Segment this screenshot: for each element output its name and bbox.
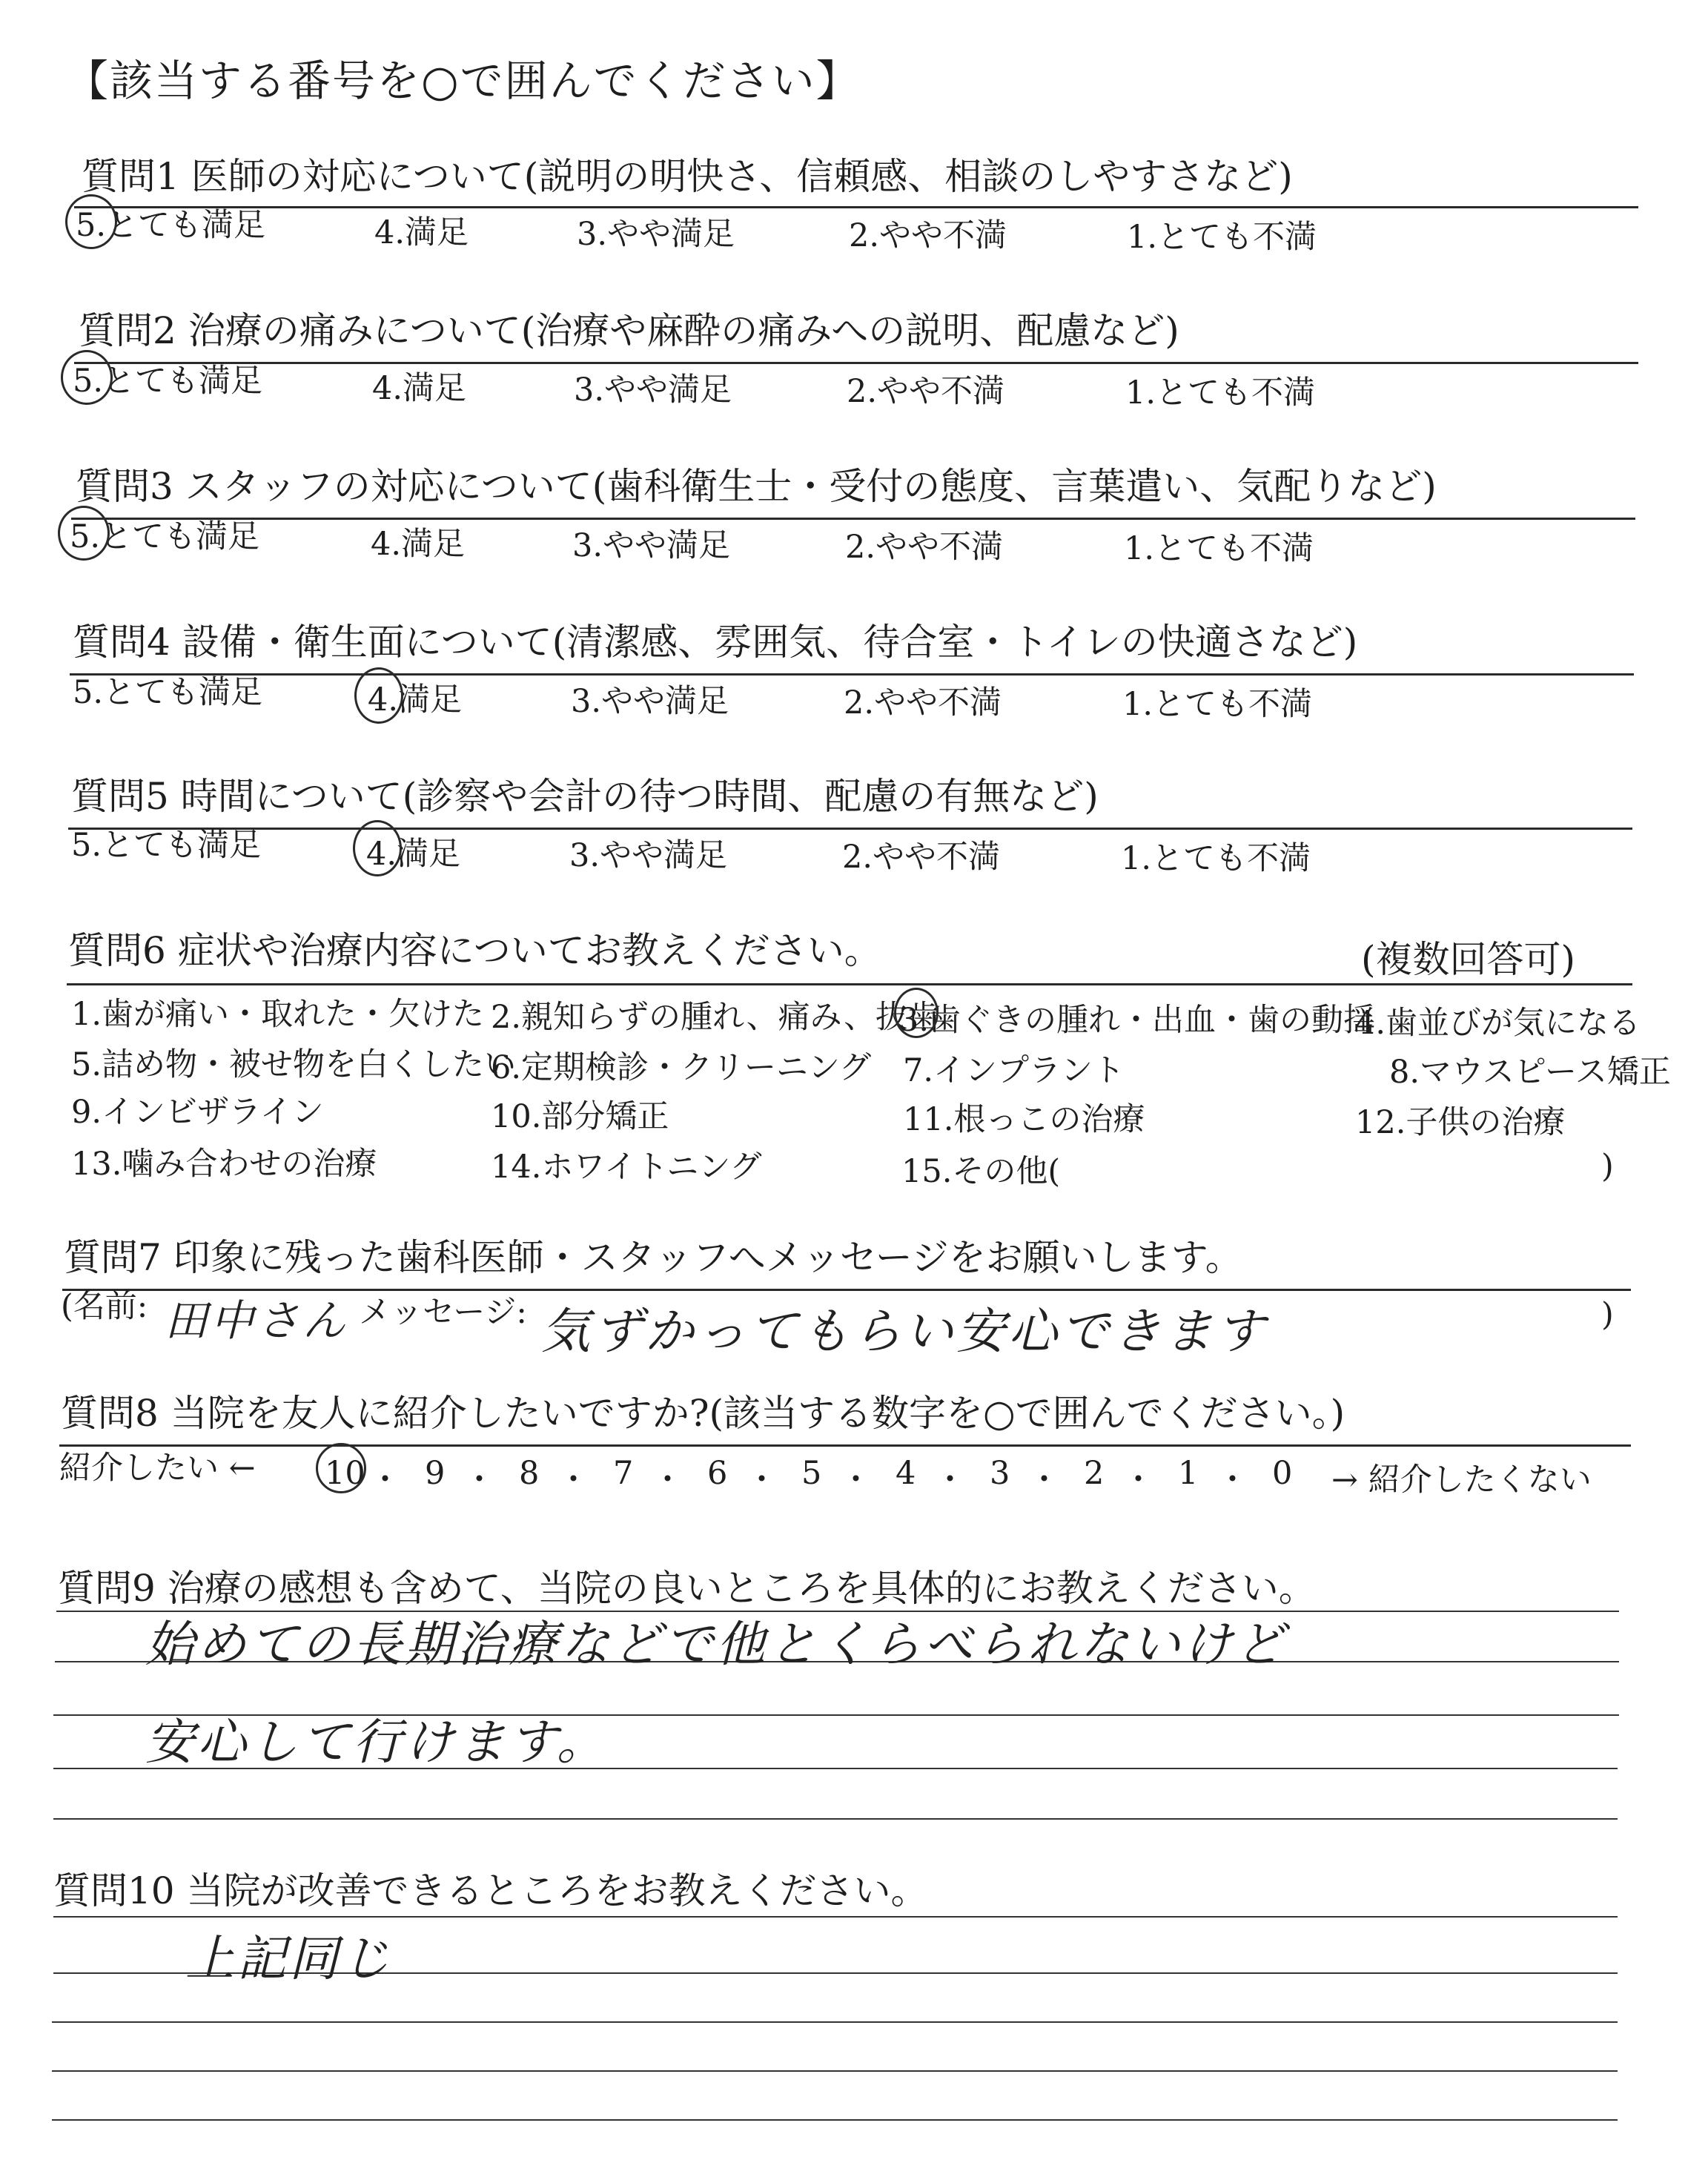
question-4-label: 質問4 設備・衛生面について(清潔感、雰囲気、待合室・トイレの快適さなど) — [73, 621, 1358, 664]
q8-scale-0[interactable]: 0 — [1272, 1455, 1293, 1492]
q10-line-4 — [52, 2070, 1618, 2072]
q3-option-5[interactable]: 5.とても満足 — [70, 518, 260, 555]
q6-item-4[interactable]: 4.歯並びが気になる — [1355, 1005, 1641, 1042]
question-10-label: 質問10 当院が改善できるところをお教えください。 — [53, 1869, 928, 1912]
q8-right-label: → 紹介したくない — [1331, 1462, 1592, 1499]
q3-option-1[interactable]: 1.とても不満 — [1124, 530, 1314, 567]
question-7-label: 質問7 印象に残った歯科医師・スタッフへメッセージをお願いします。 — [64, 1236, 1242, 1279]
q8-scale-6[interactable]: 6 — [707, 1455, 728, 1492]
q6-item-15-close: ) — [1601, 1148, 1614, 1185]
q6-item-6[interactable]: 6.定期検診・クリーニング — [491, 1049, 872, 1086]
question-8-rule — [59, 1444, 1631, 1447]
q8-scale-separator: ・ — [557, 1462, 589, 1499]
q8-scale-8[interactable]: 8 — [519, 1455, 540, 1492]
question-6-rule — [67, 983, 1632, 985]
q4-selection-circle — [354, 667, 403, 724]
q6-item-12[interactable]: 12.子供の治療 — [1355, 1104, 1566, 1141]
q2-option-3[interactable]: 3.やや満足 — [574, 371, 732, 409]
question-6-label: 質問6 症状や治療内容についてお教えください。 — [68, 929, 881, 972]
q10-line-3 — [52, 2021, 1618, 2023]
question-6-note: (複数回答可) — [1361, 938, 1576, 981]
question-2-label: 質問2 治療の痛みについて(治療や麻酔の痛みへの説明、配慮など) — [79, 309, 1179, 352]
q3-selection-circle — [58, 506, 110, 561]
q4-option-2[interactable]: 2.やや不満 — [844, 684, 1002, 721]
question-3-rule — [71, 518, 1635, 520]
q6-item-11[interactable]: 11.根っこの治療 — [903, 1101, 1145, 1138]
q6-item-5[interactable]: 5.詰め物・被せ物を白くしたい — [71, 1046, 517, 1083]
question-4-rule — [70, 673, 1634, 676]
q7-message-label: メッセージ: — [359, 1294, 527, 1331]
q10-line-5 — [52, 2119, 1618, 2121]
q1-option-5[interactable]: 5.とても満足 — [76, 207, 266, 244]
q8-scale-5[interactable]: 5 — [801, 1455, 822, 1492]
q2-option-2[interactable]: 2.やや不満 — [847, 373, 1005, 410]
q8-scale-1[interactable]: 1 — [1178, 1455, 1199, 1492]
q6-item-1[interactable]: 1.歯が痛い・取れた・欠けた — [71, 996, 485, 1033]
q8-scale-separator: ・ — [369, 1462, 401, 1499]
q5-option-4[interactable]: 4.満足 — [366, 836, 461, 873]
q1-option-1[interactable]: 1.とても不満 — [1127, 219, 1317, 256]
q2-option-4[interactable]: 4.満足 — [372, 370, 467, 407]
q4-option-5[interactable]: 5.とても満足 — [73, 674, 263, 711]
q7-name-value[interactable]: 田中さん — [165, 1295, 349, 1346]
question-1-rule — [74, 206, 1638, 208]
q6-item-14[interactable]: 14.ホワイトニング — [491, 1149, 762, 1186]
q7-name-label: (名前: — [61, 1288, 148, 1325]
q2-selection-circle — [61, 350, 113, 405]
q1-option-2[interactable]: 2.やや不満 — [849, 217, 1007, 254]
q9-line-5 — [53, 1818, 1618, 1820]
q3-option-2[interactable]: 2.やや不満 — [845, 529, 1004, 566]
q5-selection-circle — [353, 820, 402, 876]
q5-option-2[interactable]: 2.やや不満 — [842, 839, 1001, 876]
q7-close-paren: ) — [1601, 1296, 1614, 1333]
q6-item-9[interactable]: 9.インビザライン — [71, 1094, 324, 1131]
q6-item-2[interactable]: 2.親知らずの腫れ、痛み、抜歯 — [491, 999, 940, 1036]
question-5-label: 質問5 時間について(診察や会計の待つ時間、配慮の有無など) — [71, 775, 1099, 818]
q6-item-15[interactable]: 15.その他( — [901, 1153, 1061, 1190]
q6-item-3[interactable]: 3.歯ぐきの腫れ・出血・歯の動揺 — [898, 1002, 1376, 1039]
question-2-rule — [74, 362, 1638, 364]
q8-scale-2[interactable]: 2 — [1084, 1455, 1105, 1492]
q8-scale-9[interactable]: 9 — [425, 1455, 446, 1492]
q2-option-1[interactable]: 1.とても不満 — [1125, 374, 1316, 412]
q8-scale-separator: ・ — [840, 1462, 872, 1499]
q10-answer-line-1[interactable]: 上記同じ — [185, 1930, 393, 1987]
q8-scale-separator: ・ — [746, 1462, 778, 1499]
q6-item-8[interactable]: 8.マウスピース矯正 — [1389, 1054, 1671, 1091]
q1-selection-circle — [65, 194, 117, 249]
q9-answer-line-2[interactable]: 安心して行けます。 — [145, 1714, 609, 1771]
question-5-rule — [68, 828, 1632, 830]
q6-selection-circle — [894, 988, 939, 1038]
question-8-label: 質問8 当院を友人に紹介したいですか?(該当する数字を○で囲んでください。) — [61, 1392, 1345, 1435]
q5-option-5[interactable]: 5.とても満足 — [71, 827, 262, 864]
question-1-label: 質問1 医師の対応について(説明の明快さ、信頼感、相談のしやすさなど) — [82, 155, 1293, 198]
q5-option-1[interactable]: 1.とても不満 — [1121, 840, 1311, 877]
q8-scale-separator: ・ — [1217, 1462, 1248, 1499]
q8-scale-separator: ・ — [1122, 1462, 1154, 1499]
q3-option-4[interactable]: 4.満足 — [371, 526, 466, 563]
q8-scale-10[interactable]: 10 — [325, 1455, 365, 1492]
q10-line-1 — [53, 1916, 1618, 1918]
q9-answer-line-1[interactable]: 始めての長期治療などで他とくらべられないけど — [145, 1616, 1287, 1673]
q6-item-10[interactable]: 10.部分矯正 — [491, 1098, 669, 1135]
q8-scale-4[interactable]: 4 — [896, 1455, 916, 1492]
question-9-label: 質問9 治療の感想も含めて、当院の良いところを具体的にお教えください。 — [58, 1567, 1316, 1610]
q8-left-label: 紹介したい ← — [59, 1450, 256, 1487]
q4-option-1[interactable]: 1.とても不満 — [1122, 686, 1313, 723]
q8-scale-3[interactable]: 3 — [990, 1455, 1010, 1492]
q7-message-value[interactable]: 気ずかってもらい安心できます — [541, 1303, 1268, 1360]
q6-item-7[interactable]: 7.インプラント — [903, 1052, 1125, 1089]
q8-scale-separator: ・ — [934, 1462, 966, 1499]
q4-option-3[interactable]: 3.やや満足 — [571, 683, 729, 720]
q2-option-5[interactable]: 5.とても満足 — [73, 363, 263, 400]
q1-option-4[interactable]: 4.満足 — [374, 214, 469, 251]
q8-scale-7[interactable]: 7 — [613, 1455, 634, 1492]
form-title: 【該当する番号を○で囲んでください】 — [65, 56, 861, 106]
q6-item-13[interactable]: 13.噛み合わせの治療 — [71, 1146, 377, 1183]
q1-option-3[interactable]: 3.やや満足 — [577, 216, 735, 253]
q8-scale-separator: ・ — [463, 1462, 495, 1499]
q4-option-4[interactable]: 4.満足 — [368, 681, 463, 719]
q8-scale-separator: ・ — [1028, 1462, 1060, 1499]
question-3-label: 質問3 スタッフの対応について(歯科衛生士・受付の態度、言葉遣い、気配りなど) — [76, 465, 1437, 508]
q8-scale-separator: ・ — [652, 1462, 683, 1499]
q3-option-3[interactable]: 3.やや満足 — [572, 527, 731, 564]
q5-option-3[interactable]: 3.やや満足 — [569, 837, 728, 874]
q8-selection-circle — [316, 1443, 366, 1493]
